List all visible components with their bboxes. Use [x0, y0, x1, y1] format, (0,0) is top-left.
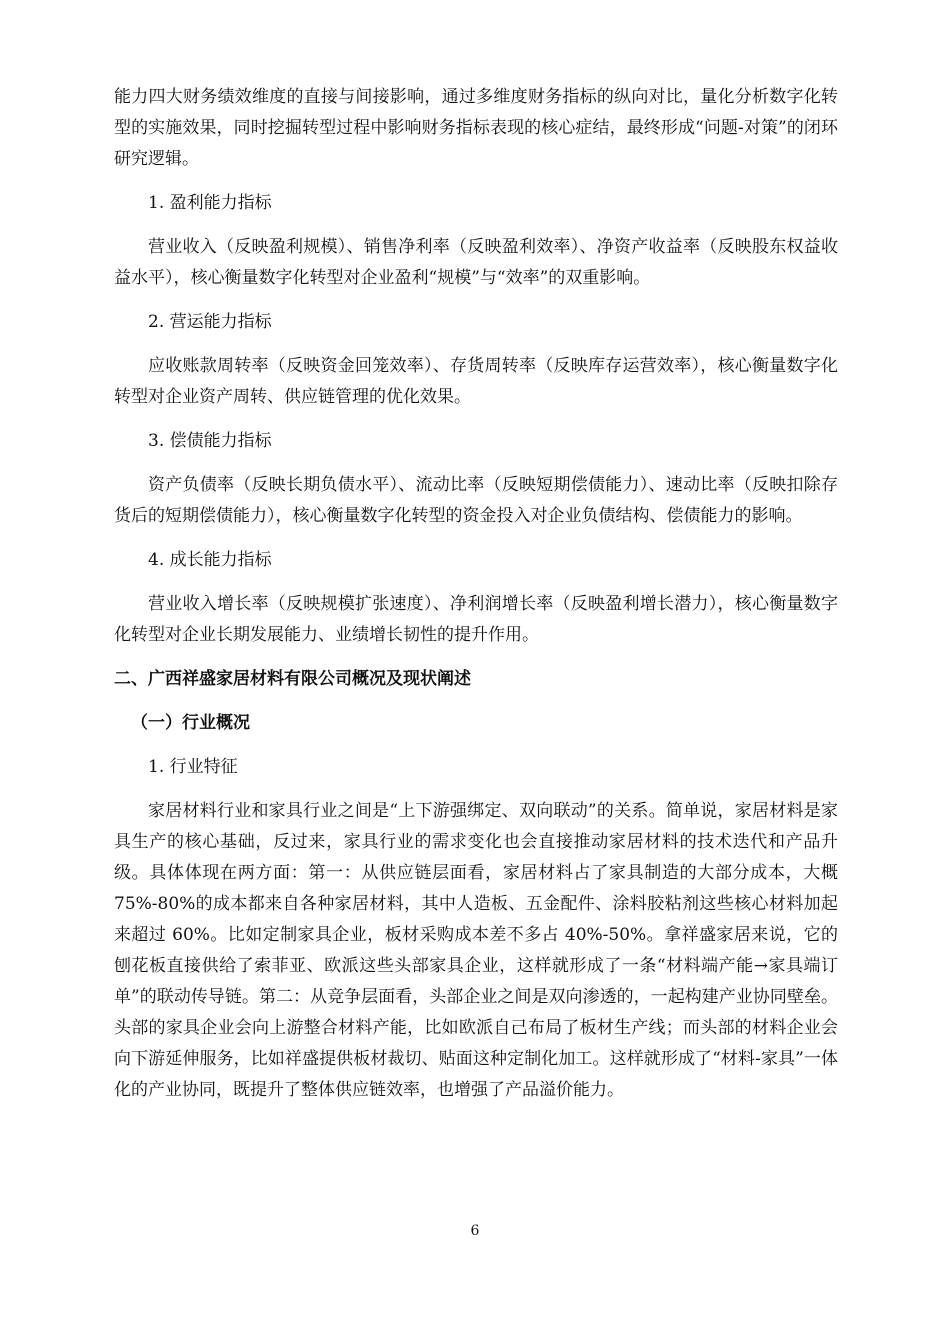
subsection-title: （一）行业概况 — [131, 713, 250, 733]
indicator-body-growth: 营业收入增长率（反映规模扩张速度）、净利润增长率（反映盈利增长潜力），核心衡量数字化转型对企业长期发展能力、业绩增长韧性的提升作用。 — [114, 594, 838, 645]
indicator-body-solvency: 资产负债率（反映长期负债水平）、流动比率（反映短期偿债能力）、速动比率（反映扣除存货后的短期偿债能力），核心衡量数字化转型的资金投入对企业负债结构、偿债能力的影响。 — [114, 475, 838, 526]
indicator-body-profitability: 营业收入（反映盈利规模）、销售净利率（反映盈利效率）、净资产收益率（反映股东权益收益水平），核心衡量数字化转型对企业盈利“规模”与“效率”的双重影响。 — [114, 237, 838, 288]
indicator-body-operation: 应收账款周转率（反映资金回笼效率）、存货周转率（反映库存运营效率），核心衡量数字化转型对企业资产周转、供应链管理的优化效果。 — [114, 356, 838, 407]
indicator-heading-profitability: 1. 盈利能力指标 — [148, 193, 272, 213]
subsubsection-title: 1. 行业特征 — [148, 757, 238, 777]
industry-paragraph: 家居材料行业和家具行业之间是“上下游强绑定、双向联动”的关系。简单说，家居材料是家具生产的核心基础，反过来，家具行业的需求变化也会直接推动家居材料的技术迭代和产品升级。具体体现在两方面：第一：从供应链层面看，家居材料占了家具制造的大部分成本，大概 75%-80%的成本都来自各种家居材料，其中人造板、五金配件、涂料胶粘剂这些核心材料加起来超过 60%。比如定制家具企业，板材采购成本差不多占 40%-50%。拿祥盛家居来说，它的刨花板直接供给了索菲亚、欧派这些头部家具企业，这样就形成了一条“材料端产能→家具端订单”的联动传导链。第二：从竞争层面看，头部企业之间是双向渗透的，一起构建产业协同壁垒。头部的家具企业会向上游整合材料产能，比如欧派自己布局了板材生产线；而头部的材料企业会向下游延伸服务，比如祥盛提供板材裁切、贴面这种定制化加工。这样就形成了“材料-家具”一体化的产业协同，既提升了整体供应链效率，也增强了产品溢价能力。 — [114, 801, 838, 1100]
indicator-heading-solvency: 3. 偿债能力指标 — [148, 431, 272, 451]
indicator-heading-operation: 2. 营运能力指标 — [148, 312, 272, 332]
opening-paragraph: 能力四大财务绩效维度的直接与间接影响，通过多维度财务指标的纵向对比，量化分析数字化转型的实施效果，同时挖掘转型过程中影响财务指标表现的核心症结，最终形成“问题-对策”的闭环研究逻辑。 — [114, 87, 838, 169]
page-number: 6 — [470, 1223, 480, 1239]
indicator-heading-growth: 4. 成长能力指标 — [148, 550, 272, 570]
document-page — [114, 82, 838, 1106]
section-title: 二、广西祥盛家居材料有限公司概况及现状阐述 — [114, 669, 471, 689]
